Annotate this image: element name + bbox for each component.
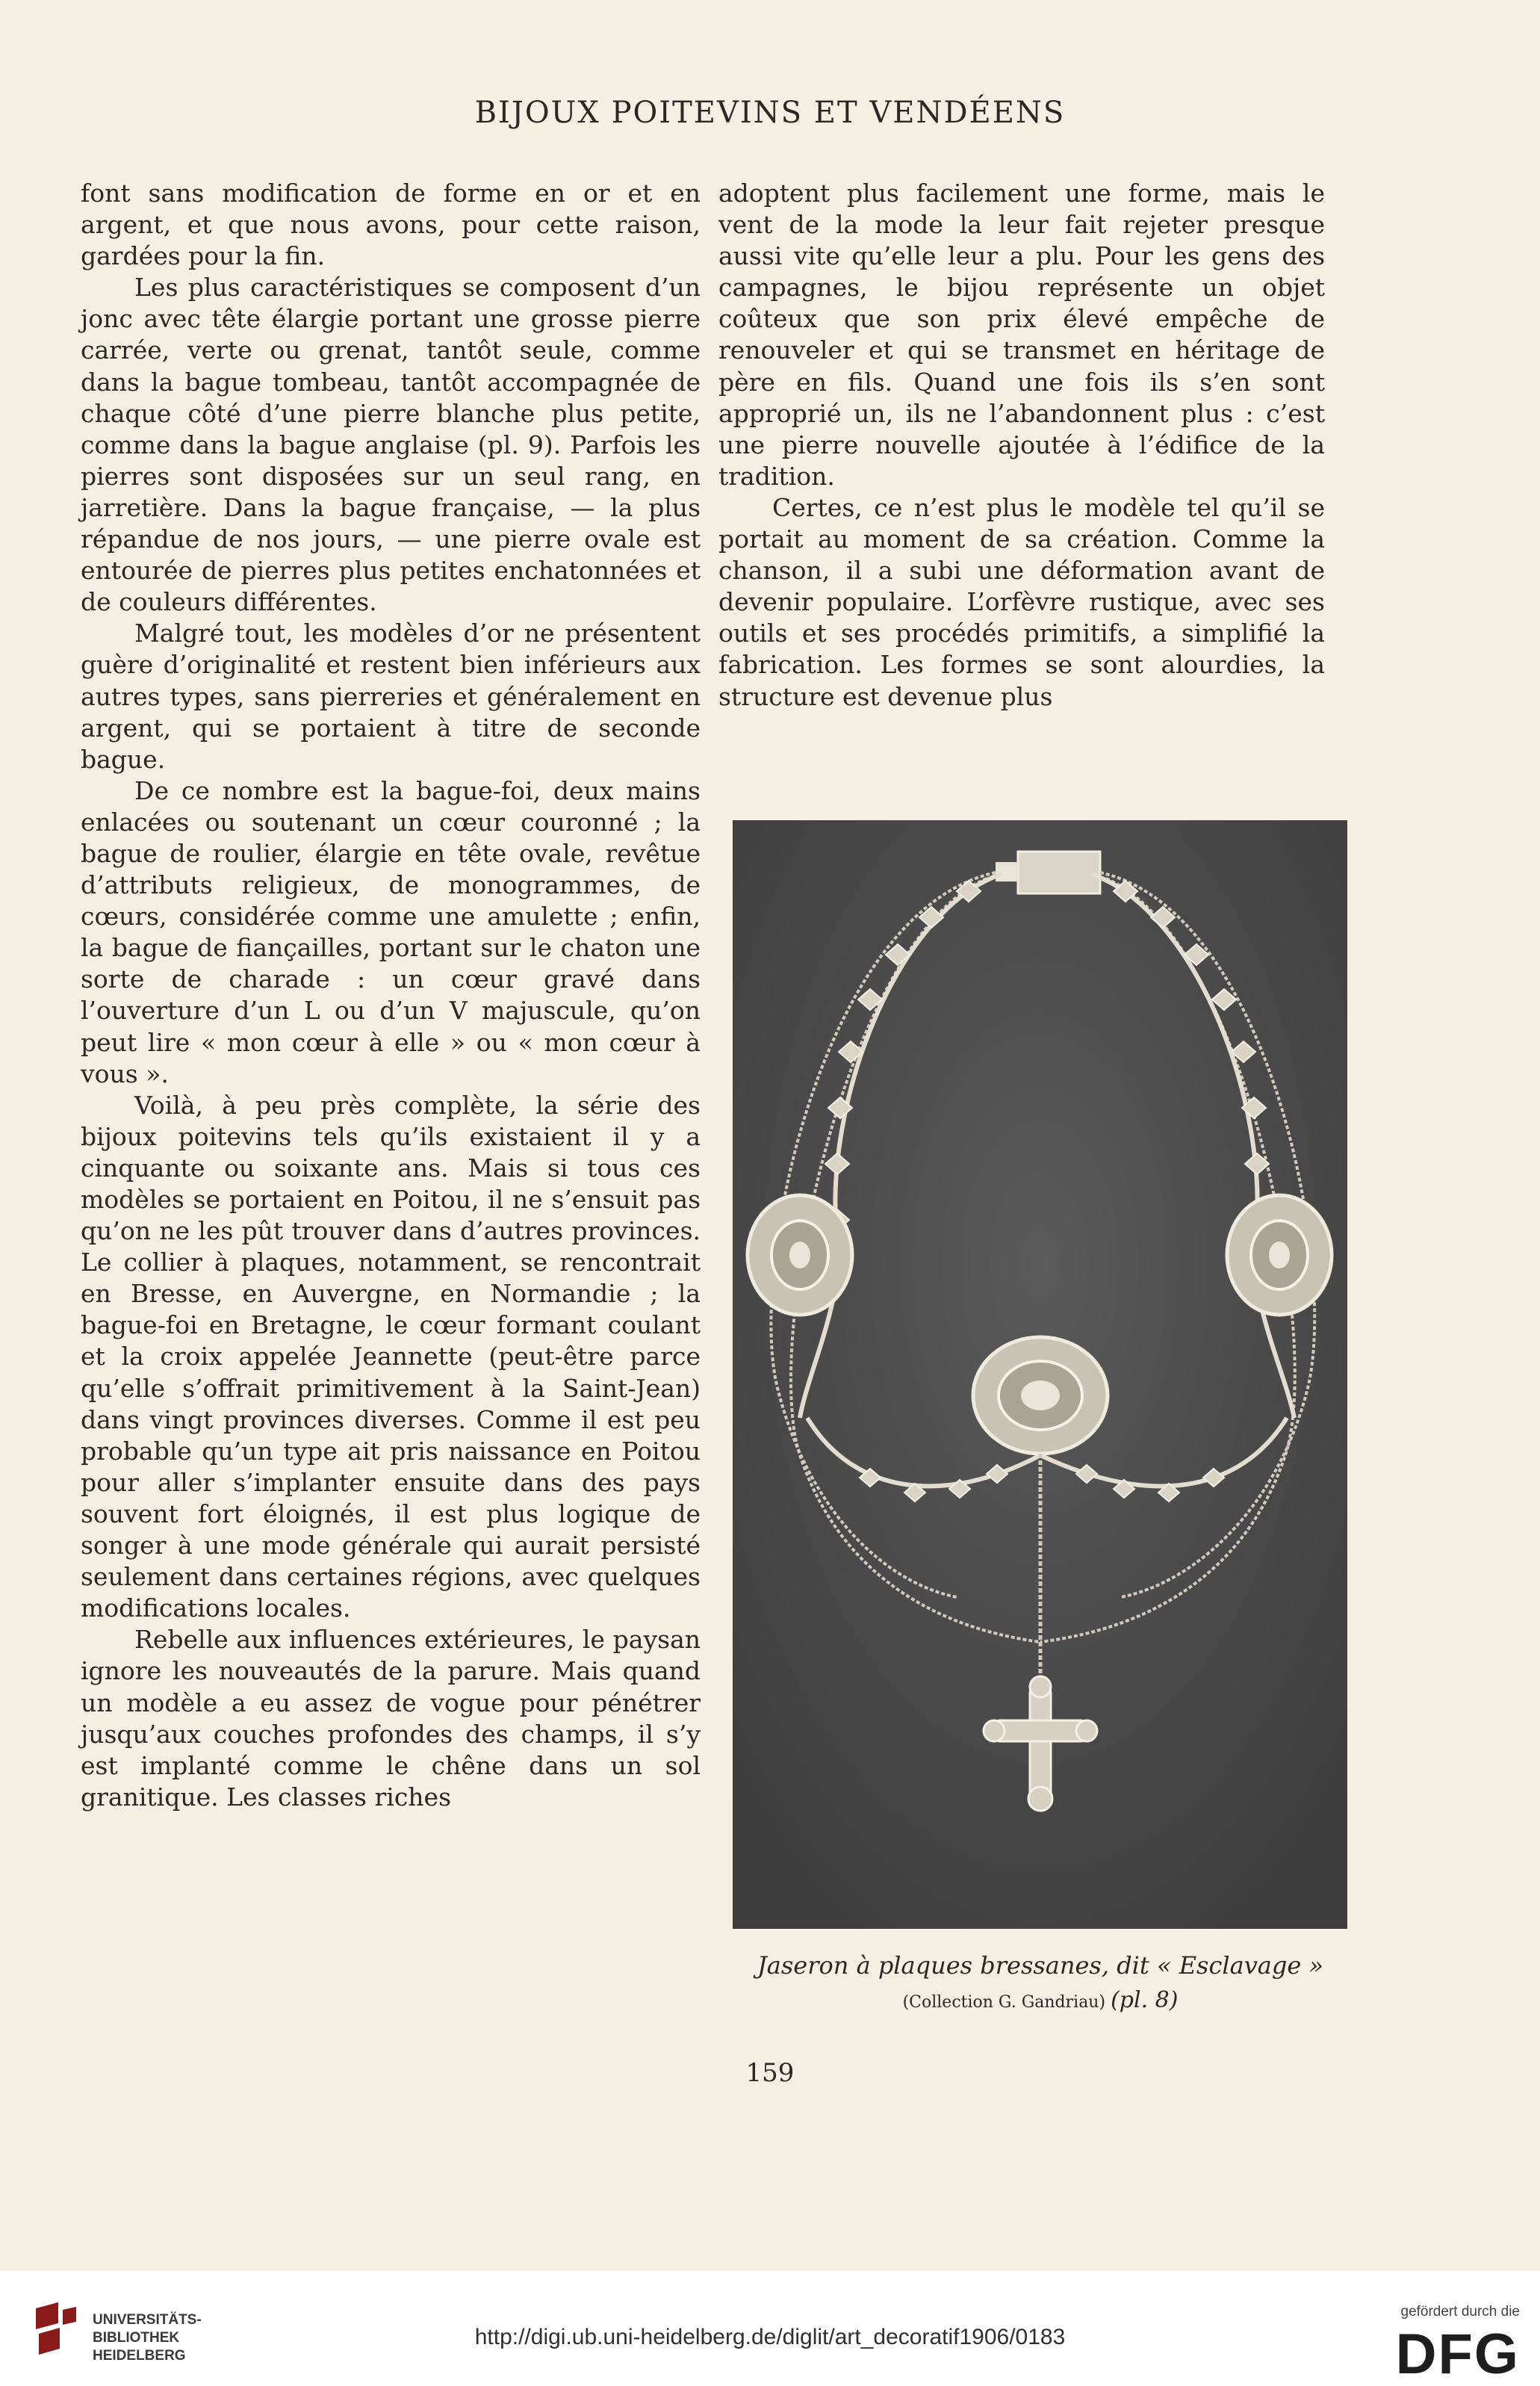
- figure-credit: [718, 1987, 1362, 2013]
- dfg-logo: DFG: [1395, 2323, 1520, 2386]
- sponsor-label: gefördert durch die: [1400, 2304, 1520, 2320]
- running-header: BIJOUX POITEVINS ET VENDÉENS: [474, 96, 1066, 130]
- paragraph: Voilà, à peu près complète, la série des bijoux poitevins tels qu’ils existaient il y a cinquante ou soixante ans. Mais si tous ces modèles se portaient en Poitou, il ne s’ensuit pas qu’on ne les pût trouver dans d’autres provinces. Le collier à plaques, notamment, se rencontrait en Bresse, en Auvergne, en Normandie ; la bague-foi en Bretagne, le cœur formant coulant et la croix appelée Jeannette (peut-être parce qu’elle s’offrait primitivement à la Saint-Jean) dans vingt provinces diverses. Comme il est peu probable qu’un type ait pris naissance en Poitou pour aller s’implanter ensuite dans des pays souvent fort éloignés, il est plus logique de songer à une mode générale qui aurait persisté seulement dans certaines régions, avec quelques modifications locales.: [81, 1090, 701, 1623]
- paragraph: De ce nombre est la bague-foi, deux mains enlacées ou soutenant un cœur couronné ; la bague de roulier, élargie en tête ovale, revêtue d’attributs religieux, de monogrammes, de cœurs, considérée comme une amulette ; enfin, la bague de fiançailles, portant sur le chaton une sorte de charade : un cœur gravé dans l’ouverture d’un L ou d’un V majuscule, qu’on peut lire « mon cœur à elle » ou « mon cœur à vous ».: [81, 775, 701, 1088]
- paragraph: Les plus caractéristiques se composent d’un jonc avec tête élargie portant une grosse pierre carrée, verte ou grenat, tantôt seule, comme dans la bague tombeau, tantôt accompagnée de chaque côté d’une pierre blanche plus petite, comme dans la bague anglaise (pl. 9). Parfois les pierres sont disposées sur un seul rang, en jarretière. Dans la bague française, — la plus répandue de nos jours, — une pierre ovale est entourée de pierres plus petites enchatonnées et de couleurs différentes.: [81, 273, 701, 617]
- digitization-footer: [0, 2271, 1540, 2386]
- paragraph: font sans modification de forme en or et en argent, et que nous avons, pour cette raison, gardées pour la fin.: [81, 179, 701, 271]
- paragraph: Malgré tout, les modèles d’or ne présentent guère d’originalité et restent bien inférieurs aux autres types, sans pierreries et généralement en argent, qui se portaient à titre de seconde bague.: [81, 619, 701, 774]
- right-column: [718, 178, 1325, 713]
- collection-credit: (Collection G. Gandriau): [902, 1993, 1106, 2012]
- figure-caption: Jaseron à plaques bressanes, dit « Esclavage »: [757, 1951, 1324, 1980]
- plate-reference: (pl. 8): [1111, 1987, 1179, 2013]
- source-url-link[interactable]: http://digi.ub.uni-heidelberg.de/diglit/art_decoratif1906/0183: [474, 2325, 1066, 2349]
- paragraph: Rebelle aux influences extérieures, le paysan ignore les nouveautés de la parure. Mais quand un modèle a eu assez de vogue pour pénétrer jusqu’aux couches profondes des champs, il s’y est implanté comme le chêne dans un sol granitique. Les classes riches: [81, 1625, 701, 1812]
- paragraph: Certes, ce n’est plus le modèle tel qu’il se portait au moment de sa création. Comme la chanson, il a subi une déformation avant de devenir populaire. L’orfèvre rustique, avec ses outils et ses procédés primitifs, a simplifié la fabrication. Les formes se sont alourdies, la structure est devenue plus: [718, 492, 1325, 711]
- page-number: 159: [745, 2058, 795, 2088]
- library-name: UNIVERSITÄTS- BIBLIOTHEK HEIDELBERG: [93, 2312, 202, 2364]
- paragraph: adoptent plus facilement une forme, mais le vent de la mode la leur fait rejeter presque aussi vite qu’elle leur a plu. Pour les gens des campagnes, le bijou représente un objet coûteux que son prix élevé empêche de renouveler et qui se transmet en héritage de père en fils. Quand une fois ils s’en sont approprié un, ils ne l’abandonnent plus : c’est une pierre nouvelle ajoutée à l’édifice de la tradition.: [718, 179, 1325, 491]
- necklace-photograph: [733, 820, 1347, 1929]
- left-column: [81, 178, 701, 1813]
